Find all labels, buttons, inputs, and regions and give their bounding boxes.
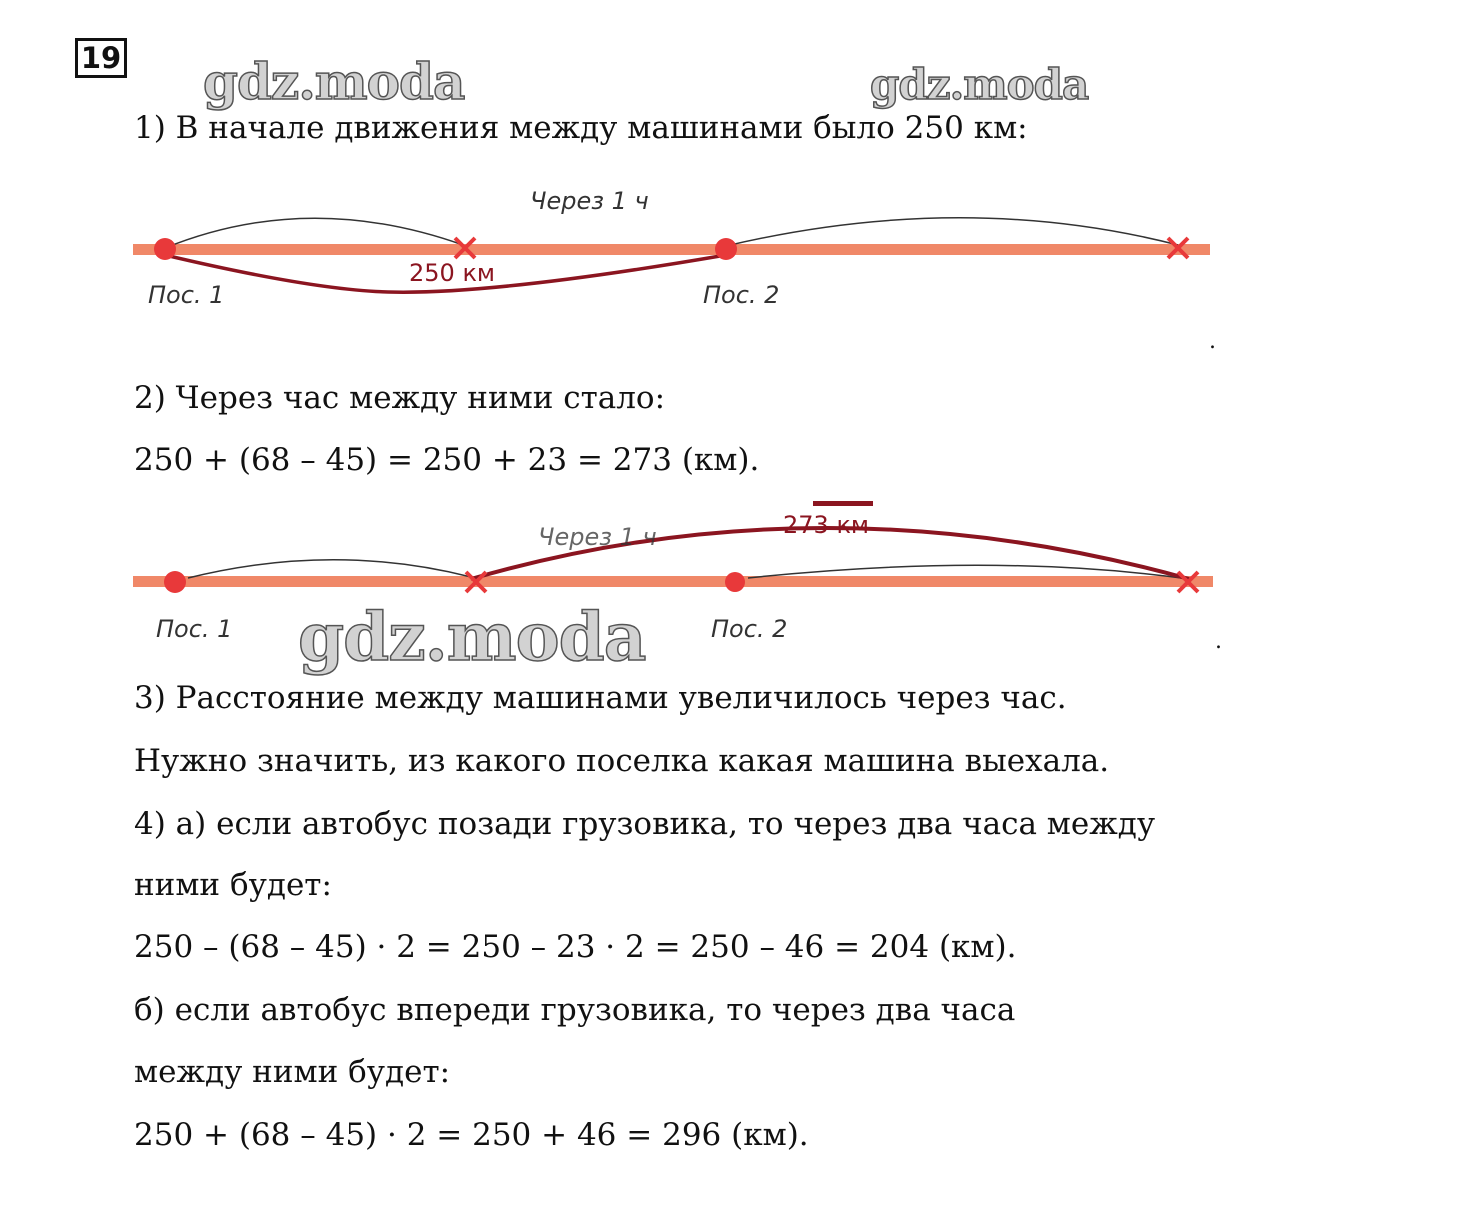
text-line: 2) Через час между ними стало: xyxy=(134,380,666,416)
village-2-label: Пос. 2 xyxy=(703,281,780,309)
point-village-1 xyxy=(164,571,186,593)
task-number-box: 19 xyxy=(75,38,127,78)
trailing-dot: . xyxy=(1209,329,1216,354)
watermark: gdz.moda xyxy=(870,60,1089,109)
trailing-dot: . xyxy=(1215,629,1222,654)
text-line: б) если автобус впереди грузовика, то через два часа xyxy=(134,992,1016,1028)
arc-car1-thin xyxy=(188,560,471,578)
point-village-1 xyxy=(154,238,176,260)
text-line: ними будет: xyxy=(134,867,332,903)
arc-car1-thin xyxy=(165,218,463,248)
road-line xyxy=(133,244,1210,255)
road-line xyxy=(133,576,1213,587)
distance-label: 250 км xyxy=(409,259,496,287)
time-label: Через 1 ч xyxy=(538,523,657,551)
text-line: 1) В начале движения между машинами было 250 км: xyxy=(134,110,1028,146)
diagram-svg xyxy=(133,497,1223,657)
point-village-2 xyxy=(725,572,745,592)
diagram-distance-after-hour xyxy=(133,497,1223,657)
distance-label: 273 км xyxy=(783,511,870,539)
diagram-svg xyxy=(133,165,1213,345)
equation-line: 250 – (68 – 45) · 2 = 250 – 23 · 2 = 250 – 46 = 204 (км). xyxy=(134,929,1017,965)
diagram-initial-distance xyxy=(133,165,1216,354)
text-line: между ними будет: xyxy=(134,1054,451,1090)
village-1-label: Пос. 1 xyxy=(148,281,225,309)
text-line: Нужно значить, из какого поселка какая машина выехала. xyxy=(134,743,1110,779)
time-label: Через 1 ч xyxy=(530,187,649,215)
equation-line: 250 + (68 – 45) · 2 = 250 + 46 = 296 (км). xyxy=(134,1117,809,1153)
village-2-label: Пос. 2 xyxy=(711,615,788,643)
text-line: 3) Расстояние между машинами увеличилось через час. xyxy=(134,680,1067,716)
equation-line: 250 + (68 – 45) = 250 + 23 = 273 (км). xyxy=(134,442,760,478)
arc-top-mark xyxy=(813,501,873,506)
point-village-2 xyxy=(715,238,737,260)
watermark: gdz.moda xyxy=(203,52,465,111)
text-line: 4) а) если автобус позади грузовика, то через два часа между xyxy=(134,806,1156,842)
village-1-label: Пос. 1 xyxy=(156,615,233,643)
watermark: gdz.moda xyxy=(298,598,646,676)
arc-car2-thin xyxy=(726,218,1178,246)
